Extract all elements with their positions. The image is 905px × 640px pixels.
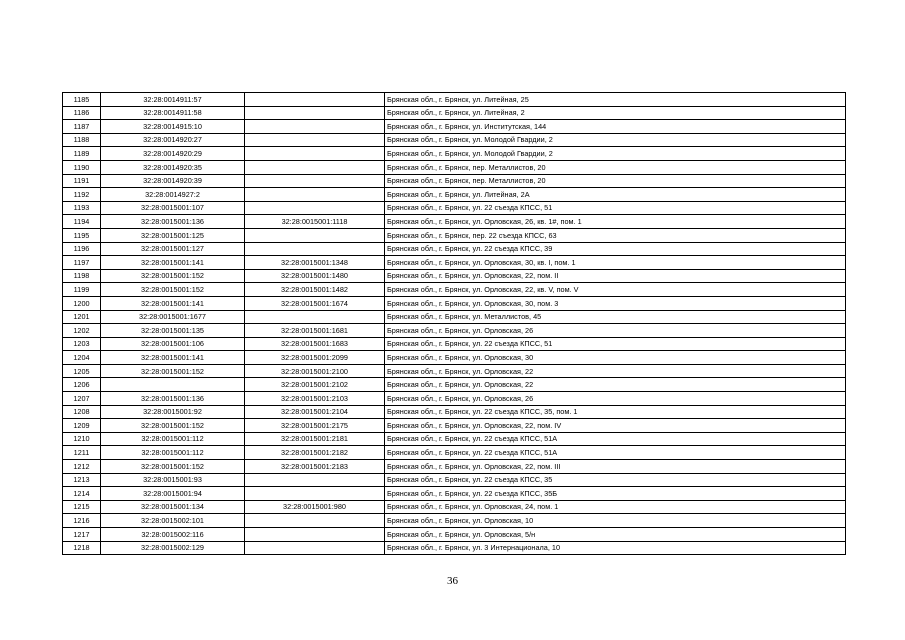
row-number-cell: 1217	[63, 528, 101, 542]
table-row	[63, 174, 846, 188]
address-cell: Брянская обл., г. Брянск, ул. Орловская, 24, пом. 1	[385, 500, 846, 514]
row-number-cell: 1187	[63, 120, 101, 134]
table-row	[63, 160, 846, 174]
sub-cadastral-number-cell: 32:28:0015001:2182	[245, 446, 385, 460]
row-number-cell: 1202	[63, 324, 101, 338]
sub-cadastral-number-cell: 32:28:0015001:2100	[245, 364, 385, 378]
table-row	[63, 473, 846, 487]
cadastral-number-cell: 32:28:0015001:125	[101, 228, 245, 242]
table-row	[63, 541, 846, 555]
table-row	[63, 432, 846, 446]
row-number-cell: 1206	[63, 378, 101, 392]
sub-cadastral-number-cell	[245, 541, 385, 555]
sub-cadastral-number-cell: 32:28:0015001:1683	[245, 337, 385, 351]
address-cell: Брянская обл., г. Брянск, ул. Металлистов, 45	[385, 310, 846, 324]
address-cell: Брянская обл., г. Брянск, ул. Орловская, 26	[385, 324, 846, 338]
cadastral-number-cell: 32:28:0015001:141	[101, 256, 245, 270]
row-number-cell: 1197	[63, 256, 101, 270]
address-cell: Брянская обл., г. Брянск, ул. Орловская, 22	[385, 364, 846, 378]
sub-cadastral-number-cell	[245, 93, 385, 107]
row-number-cell: 1204	[63, 351, 101, 365]
sub-cadastral-number-cell	[245, 120, 385, 134]
row-number-cell: 1213	[63, 473, 101, 487]
sub-cadastral-number-cell	[245, 514, 385, 528]
address-cell: Брянская обл., г. Брянск, ул. 22 съезда КПСС, 51	[385, 337, 846, 351]
row-number-cell: 1186	[63, 106, 101, 120]
page-number: 36	[447, 575, 458, 587]
cadastral-number-cell: 32:28:0015001:107	[101, 201, 245, 215]
table-row	[63, 201, 846, 215]
row-number-cell: 1188	[63, 133, 101, 147]
row-number-cell: 1190	[63, 160, 101, 174]
cadastral-number-cell: 32:28:0014920:27	[101, 133, 245, 147]
table-row	[63, 256, 846, 270]
cadastral-number-cell: 32:28:0014920:39	[101, 174, 245, 188]
address-cell: Брянская обл., г. Брянск, ул. Литейная, 2А	[385, 188, 846, 202]
address-cell: Брянская обл., г. Брянск, ул. Орловская, 22, пом. IV	[385, 419, 846, 433]
sub-cadastral-number-cell: 32:28:0015001:2181	[245, 432, 385, 446]
table-row	[63, 93, 846, 107]
sub-cadastral-number-cell: 32:28:0015001:1480	[245, 269, 385, 283]
cadastral-number-cell: 32:28:0015001:152	[101, 364, 245, 378]
table-row	[63, 487, 846, 501]
table-row	[63, 405, 846, 419]
cadastral-number-cell: 32:28:0015001:106	[101, 337, 245, 351]
sub-cadastral-number-cell: 32:28:0015001:2099	[245, 351, 385, 365]
sub-cadastral-number-cell: 32:28:0015001:2103	[245, 392, 385, 406]
row-number-cell: 1196	[63, 242, 101, 256]
sub-cadastral-number-cell: 32:28:0015001:1118	[245, 215, 385, 229]
address-cell: Брянская обл., г. Брянск, ул. Литейная, 2	[385, 106, 846, 120]
row-number-cell: 1199	[63, 283, 101, 297]
cadastral-number-cell: 32:28:0015001:127	[101, 242, 245, 256]
row-number-cell: 1195	[63, 228, 101, 242]
row-number-cell: 1216	[63, 514, 101, 528]
sub-cadastral-number-cell	[245, 473, 385, 487]
address-cell: Брянская обл., г. Брянск, ул. 22 съезда КПСС, 35Б	[385, 487, 846, 501]
sub-cadastral-number-cell: 32:28:0015001:980	[245, 500, 385, 514]
cadastral-number-cell: 32:28:0015001:152	[101, 283, 245, 297]
cadastral-number-cell: 32:28:0015001:112	[101, 446, 245, 460]
sub-cadastral-number-cell	[245, 487, 385, 501]
address-cell: Брянская обл., г. Брянск, ул. Орловская, 22, пом. III	[385, 460, 846, 474]
table-row	[63, 378, 846, 392]
address-cell: Брянская обл., г. Брянск, ул. 22 съезда КПСС, 51	[385, 201, 846, 215]
table-row	[63, 392, 846, 406]
row-number-cell: 1200	[63, 296, 101, 310]
row-number-cell: 1191	[63, 174, 101, 188]
table-row	[63, 337, 846, 351]
cadastral-number-cell: 32:28:0015001:135	[101, 324, 245, 338]
row-number-cell: 1194	[63, 215, 101, 229]
sub-cadastral-number-cell	[245, 188, 385, 202]
sub-cadastral-number-cell	[245, 242, 385, 256]
address-cell: Брянская обл., г. Брянск, ул. Институтская, 144	[385, 120, 846, 134]
cadastral-number-cell: 32:28:0015001:152	[101, 419, 245, 433]
registry-table-body	[63, 93, 846, 555]
table-row	[63, 419, 846, 433]
address-cell: Брянская обл., г. Брянск, ул. Орловская, 22, пом. II	[385, 269, 846, 283]
row-number-cell: 1207	[63, 392, 101, 406]
address-cell: Брянская обл., г. Брянск, ул. Орловская, 30, пом. 3	[385, 296, 846, 310]
sub-cadastral-number-cell	[245, 201, 385, 215]
sub-cadastral-number-cell	[245, 310, 385, 324]
cadastral-number-cell: 32:28:0015001:1677	[101, 310, 245, 324]
address-cell: Брянская обл., г. Брянск, пер. Металлистов, 20	[385, 160, 846, 174]
address-cell: Брянская обл., г. Брянск, ул. 22 съезда КПСС, 35	[385, 473, 846, 487]
cadastral-number-cell: 32:28:0015002:129	[101, 541, 245, 555]
address-cell: Брянская обл., г. Брянск, пер. Металлистов, 20	[385, 174, 846, 188]
row-number-cell: 1209	[63, 419, 101, 433]
sub-cadastral-number-cell	[245, 528, 385, 542]
cadastral-number-cell: 32:28:0015001:141	[101, 351, 245, 365]
address-cell: Брянская обл., г. Брянск, ул. 22 съезда КПСС, 35, пом. 1	[385, 405, 846, 419]
address-cell: Брянская обл., г. Брянск, ул. Орловская, 30	[385, 351, 846, 365]
table-row	[63, 528, 846, 542]
table-row	[63, 460, 846, 474]
table-row	[63, 188, 846, 202]
row-number-cell: 1210	[63, 432, 101, 446]
sub-cadastral-number-cell	[245, 133, 385, 147]
cadastral-number-cell: 32:28:0015001:94	[101, 487, 245, 501]
table-row	[63, 446, 846, 460]
row-number-cell: 1201	[63, 310, 101, 324]
sub-cadastral-number-cell: 32:28:0015001:1482	[245, 283, 385, 297]
table-row	[63, 269, 846, 283]
table-row	[63, 500, 846, 514]
cadastral-number-cell: 32:28:0014920:35	[101, 160, 245, 174]
table-row	[63, 106, 846, 120]
sub-cadastral-number-cell: 32:28:0015001:2175	[245, 419, 385, 433]
address-cell: Брянская обл., г. Брянск, ул. Орловская, 26	[385, 392, 846, 406]
cadastral-number-cell: 32:28:0014915:10	[101, 120, 245, 134]
address-cell: Брянская обл., г. Брянск, ул. 3 Интернационала, 10	[385, 541, 846, 555]
row-number-cell: 1211	[63, 446, 101, 460]
cadastral-number-cell: 32:28:0015001:152	[101, 269, 245, 283]
sub-cadastral-number-cell	[245, 174, 385, 188]
table-row	[63, 351, 846, 365]
row-number-cell: 1218	[63, 541, 101, 555]
address-cell: Брянская обл., г. Брянск, ул. Орловская, 30, кв. I, пом. 1	[385, 256, 846, 270]
address-cell: Брянская обл., г. Брянск, ул. Орловская, 22, кв. V, пом. V	[385, 283, 846, 297]
table-row	[63, 296, 846, 310]
sub-cadastral-number-cell	[245, 160, 385, 174]
row-number-cell: 1198	[63, 269, 101, 283]
row-number-cell: 1214	[63, 487, 101, 501]
cadastral-number-cell	[101, 378, 245, 392]
table-row	[63, 324, 846, 338]
cadastral-number-cell: 32:28:0014911:57	[101, 93, 245, 107]
sub-cadastral-number-cell	[245, 106, 385, 120]
sub-cadastral-number-cell	[245, 228, 385, 242]
table-row	[63, 242, 846, 256]
cadastral-number-cell: 32:28:0015001:136	[101, 392, 245, 406]
address-cell: Брянская обл., г. Брянск, ул. 22 съезда КПСС, 51А	[385, 432, 846, 446]
cadastral-number-cell: 32:28:0015002:101	[101, 514, 245, 528]
table-row	[63, 215, 846, 229]
cadastral-number-cell: 32:28:0015001:141	[101, 296, 245, 310]
row-number-cell: 1215	[63, 500, 101, 514]
cadastral-number-cell: 32:28:0015002:116	[101, 528, 245, 542]
table-row	[63, 120, 846, 134]
cadastral-number-cell: 32:28:0014911:58	[101, 106, 245, 120]
table-row	[63, 364, 846, 378]
address-cell: Брянская обл., г. Брянск, ул. Орловская, 10	[385, 514, 846, 528]
sub-cadastral-number-cell: 32:28:0015001:2183	[245, 460, 385, 474]
registry-table	[62, 92, 846, 555]
row-number-cell: 1185	[63, 93, 101, 107]
cadastral-number-cell: 32:28:0015001:134	[101, 500, 245, 514]
row-number-cell: 1203	[63, 337, 101, 351]
row-number-cell: 1212	[63, 460, 101, 474]
sub-cadastral-number-cell: 32:28:0015001:2102	[245, 378, 385, 392]
table-row	[63, 283, 846, 297]
sub-cadastral-number-cell	[245, 147, 385, 161]
address-cell: Брянская обл., г. Брянск, ул. 22 съезда КПСС, 51А	[385, 446, 846, 460]
address-cell: Брянская обл., г. Брянск, ул. 22 съезда КПСС, 39	[385, 242, 846, 256]
address-cell: Брянская обл., г. Брянск, ул. Молодой Гвардии, 2	[385, 133, 846, 147]
table-row	[63, 133, 846, 147]
address-cell: Брянская обл., г. Брянск, ул. Орловская, 5/н	[385, 528, 846, 542]
row-number-cell: 1205	[63, 364, 101, 378]
cadastral-number-cell: 32:28:0015001:92	[101, 405, 245, 419]
table-row	[63, 228, 846, 242]
address-cell: Брянская обл., г. Брянск, ул. Орловская, 26, кв. 1#, пом. 1	[385, 215, 846, 229]
sub-cadastral-number-cell: 32:28:0015001:1674	[245, 296, 385, 310]
cadastral-number-cell: 32:28:0014927:2	[101, 188, 245, 202]
sub-cadastral-number-cell: 32:28:0015001:1348	[245, 256, 385, 270]
row-number-cell: 1192	[63, 188, 101, 202]
table-row	[63, 310, 846, 324]
sub-cadastral-number-cell: 32:28:0015001:2104	[245, 405, 385, 419]
row-number-cell: 1193	[63, 201, 101, 215]
cadastral-number-cell: 32:28:0015001:93	[101, 473, 245, 487]
row-number-cell: 1189	[63, 147, 101, 161]
row-number-cell: 1208	[63, 405, 101, 419]
address-cell: Брянская обл., г. Брянск, ул. Молодой Гвардии, 2	[385, 147, 846, 161]
address-cell: Брянская обл., г. Брянск, ул. Орловская, 22	[385, 378, 846, 392]
address-cell: Брянская обл., г. Брянск, ул. Литейная, 25	[385, 93, 846, 107]
cadastral-number-cell: 32:28:0015001:136	[101, 215, 245, 229]
cadastral-number-cell: 32:28:0014920:29	[101, 147, 245, 161]
sub-cadastral-number-cell: 32:28:0015001:1681	[245, 324, 385, 338]
table-row	[63, 514, 846, 528]
cadastral-number-cell: 32:28:0015001:112	[101, 432, 245, 446]
cadastral-number-cell: 32:28:0015001:152	[101, 460, 245, 474]
table-row	[63, 147, 846, 161]
address-cell: Брянская обл., г. Брянск, пер. 22 съезда КПСС, 63	[385, 228, 846, 242]
